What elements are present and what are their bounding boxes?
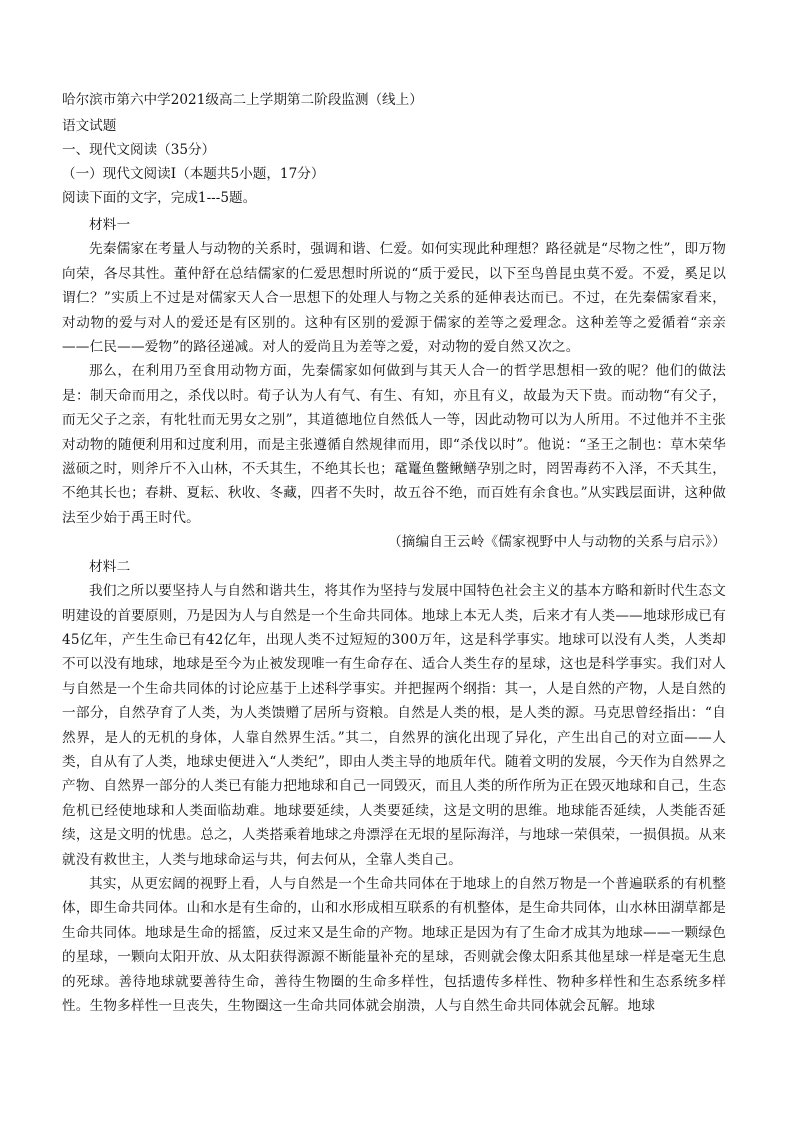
material-two-paragraph: 我们之所以要坚持人与自然和谐共生，将其作为坚持与发展中国特色社会主义的基本方略和新时代生态文明建设的首要原则，乃是因为人与自然是一个生命共同体。地球上本无人类，后来才有人类——地球形成已有45亿年，产生生命已有42亿年，出现人类不过短短的300万年，这是科学事实。地球可以没有人类，人类却不可以没有地球，地球是至今为止被发现唯一有生命存在、适合人类生存的星球，这也是科学事实。我们对人与自然是一个生命共同体的讨论应基于上述科学事实。并把握两个纲指：其一，人是自然的产物，人是自然的一部分，自然孕育了人类，为人类馈赠了居所与资粮。自然是人类的根，是人类的源。马克思曾经指出：“自然界，是人的无机的身体，人靠自然界生活。”其二，自然界的演化出现了异化，产生出自己的对立面——人类，自从有了人类，地球史便进入“人类纪”，即由人类主导的地质年代。随着文明的发展，今天作为自然界之产物、自然界一部分的人类已有能力把地球和自己一同毁灭，而且人类的所作所为正在毁灭地球和自己，生态危机已经使地球和人类面临劫难。地球要延续，人类要延续，这是文明的思维。地球能否延续，人类能否延续，这是文明的忧患。总之，人类搭乘着地球之舟漂浮在无垠的星际海洋，与地球一荣俱荣，一损俱损。从来就没有救世主，人类与地球命运与共，何去何从，全靠人类自己。 (62, 583, 726, 868)
reading-instruction: 阅读下面的文字，完成1---5题。 (62, 190, 257, 206)
subject-title: 语文试题 (62, 118, 117, 134)
material-one-label: 材料一 (89, 217, 131, 233)
subsection-heading: （一）现代文阅读Ⅰ（本题共5小题，17分） (62, 166, 325, 182)
exam-title: 哈尔滨市第六中学2021级高二上学期第二阶段监测（线上） (62, 92, 423, 108)
material-two-label: 材料二 (89, 558, 131, 575)
section-heading: 一、现代文阅读（35分） (62, 142, 216, 158)
material-one-paragraph: 那么，在利用乃至食用动物方面，先秦儒家如何做到与其天人合一的哲学思想相一致的呢？他们的做法是：制天命而用之，杀伐以时。荀子认为人有气、有生、有知，亦且有义，故最为天下贵。而动物“有父子，而无父子之亲，有牝牡而无男女之别”，其道德地位自然低人一等，因此动物可以为人所用。不过他并不主张对动物的随便利用和过度利用，而是主张遵循自然规律而用，即“杀伐以时”。他说：“圣王之制也：草木荣华滋硕之时，则斧斤不入山林，不夭其生，不绝其长也；鼋鼍鱼鳖鳅鳝孕别之时，罔罟毒药不入泽，不夭其生，不绝其长也；春耕、夏耘、秋收、冬藏，四者不失时，故五谷不绝，而百姓有余食也。”从实践层面讲，这种做法至少始于禹王时代。 (62, 363, 726, 526)
material-two-paragraph: 其实，从更宏阔的视野上看，人与自然是一个生命共同体在于地球上的自然万物是一个普遍联系的有机整体，即生命共同体。山和水是有生命的，山和水形成相互联系的有机整体，是生命共同体，山水林田湖草都是生命共同体。地球是生命的摇篮，反过来又是生命的产物。地球正是因为有了生命才成其为地球——一颗绿色的星球，一颗向太阳开放、从太阳获得源源不断能量补充的星球，否则就会像太阳系其他星球一样是毫无生息的死球。善待地球就要善待生命，善待生物圈的生命多样性，包括遗传多样性、物种多样性和生态系统多样性。生物多样性一旦丧失，生物圈这一生命共同体就会崩溃，人与自然生命共同体就会瓦解。地球 (62, 875, 726, 1014)
material-one-paragraph: 先秦儒家在考量人与动物的关系时，强调和谐、仁爱。如何实现此种理想？路径就是“尽物之性”，即万物向荣，各尽其性。董仲舒在总结儒家的仁爱思想时所说的“质于爱民，以下至鸟兽昆虫莫不爱。不爱，奚足以谓仁？”实质上不过是对儒家天人合一思想下的处理人与物之关系的延伸表达而已。不过，在先秦儒家看来，对动物的爱与对人的爱还是有区别的。这种有区别的爱源于儒家的差等之爱理念。这种差等之爱循着“亲亲——仁民——爱物”的路径递减。对人的爱尚且为差等之爱，对动物的爱自然又次之。 (62, 241, 726, 356)
material-one-source: （摘编自王云岭《儒家视野中人与动物的关系与启示》） (387, 534, 726, 551)
reading-passage (62, 213, 726, 1018)
